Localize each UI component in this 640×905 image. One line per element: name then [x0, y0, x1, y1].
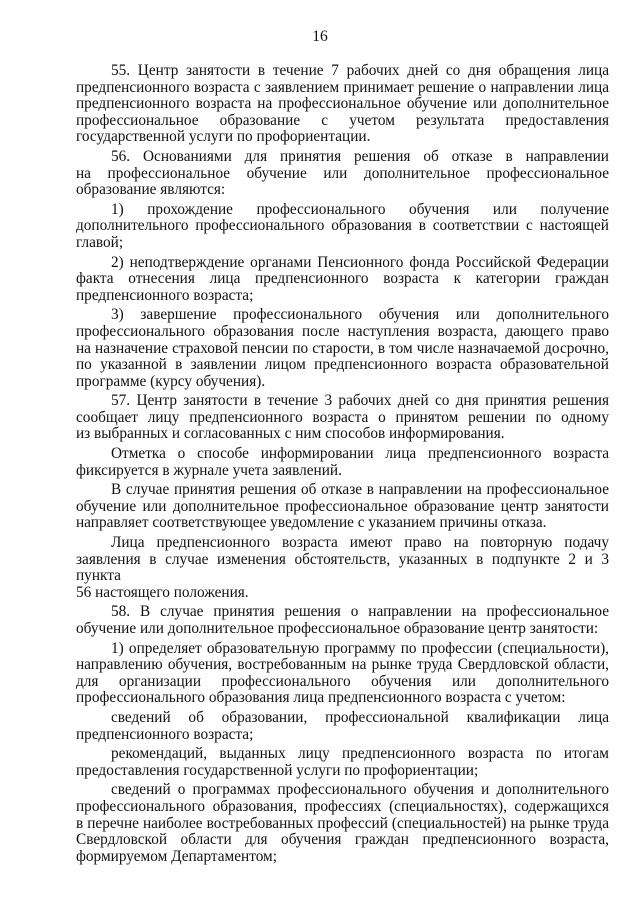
text-line: 3) завершение профессионального обучения или дополнительного: [111, 306, 609, 324]
page-number: 16: [312, 28, 328, 45]
text-line: 58. В случае принятия решения о направлении на профессиональное: [111, 603, 609, 621]
text-line: направлению обучения, востребованным на рынке труда Свердловской области,: [76, 656, 609, 674]
text-line: в перечне наиболее востребованных профессий (специальностей) на рынке труда: [76, 814, 609, 832]
text-line: дополнительного профессионального образования в соответствии с настоящей: [76, 217, 609, 235]
document-body: [76, 63, 609, 865]
text-line: государственной услуги по профориентации.: [76, 128, 371, 146]
text-line: сведений о программах профессионального обучения и дополнительного: [111, 781, 609, 799]
text-line: В случае принятия решения об отказе в направлении на профессиональное: [111, 481, 609, 499]
text-line: фиксируется в журнале учета заявлений.: [76, 461, 342, 479]
text-line: 56 настоящего положения.: [76, 583, 249, 601]
text-line: 1) прохождение профессионального обучения или получение: [111, 200, 609, 218]
text-line: предоставления государственной услуги по профориентации;: [76, 761, 479, 779]
text-line: 56. Основаниями для принятия решения об отказе в направлении: [111, 147, 609, 165]
text-line: по указанной в заявлении лицом предпенсионного возраста образовательной: [76, 356, 609, 374]
text-line: предпенсионного возраста на профессиональное обучение или дополнительное: [76, 95, 609, 113]
text-line: заявления в случае изменения обстоятельств, указанных в подпункте 2 и 3 пункта: [76, 550, 609, 585]
text-line: формируемом Департаментом;: [76, 847, 277, 865]
text-line: Лица предпенсионного возраста имеют право на повторную подачу: [111, 534, 609, 552]
text-line: программе (курсу обучения).: [76, 372, 266, 390]
text-line: образование являются:: [76, 181, 226, 199]
text-line: главой;: [76, 233, 124, 251]
text-line: 57. Центр занятости в течение 3 рабочих дней со дня принятия решения: [111, 392, 609, 410]
text-line: 1) определяет образовательную программу по профессии (специальности),: [111, 639, 609, 657]
text-line: на профессиональное обучение или дополнительное профессиональное: [76, 164, 609, 182]
text-line: профессионального образования после наступления возраста, дающего право: [76, 322, 609, 340]
text-line: обучение или дополнительное профессиональное образование центр занятости: [76, 497, 609, 515]
text-line: факта отнесения лица предпенсионного возраста к категории граждан: [76, 270, 609, 288]
text-line: предпенсионного возраста с заявлением принимает решение о направлении лица: [76, 78, 609, 96]
text-line: Отметка о способе информировании лица предпенсионного возраста: [111, 445, 609, 463]
text-line: из выбранных и согласованных с ним способов информирования.: [76, 425, 505, 443]
text-line: обучение или дополнительное профессиональное образование центр занятости:: [76, 620, 599, 637]
text-line: профессионального образования лица предпенсионного возраста с учетом:: [76, 689, 566, 707]
text-line: на назначение страховой пенсии по старости, в том числе назначаемой досрочно,: [76, 339, 609, 357]
text-line: профессионального образования, профессиях (специальностях), содержащихся: [76, 797, 609, 815]
text-line: сведений об образовании, профессиональной квалификации лица: [111, 708, 609, 726]
text-line: профессиональное образование с учетом результата предоставления: [76, 111, 609, 129]
text-line: предпенсионного возраста;: [76, 725, 254, 743]
text-line: 2) неподтверждение органами Пенсионного фонда Российской Федерации: [111, 253, 609, 271]
text-line: сообщает лицу предпенсионного возраста о принятом решении по одному: [76, 408, 609, 426]
text-line: направляет соответствующее уведомление с указанием причины отказа.: [76, 514, 547, 532]
text-line: предпенсионного возраста;: [76, 286, 254, 304]
text-line: для организации профессионального обучения или дополнительного: [76, 672, 609, 690]
text-line: Свердловской области для обучения граждан предпенсионного возраста,: [76, 831, 609, 849]
text-line: 55. Центр занятости в течение 7 рабочих дней со дня обращения лица: [111, 62, 609, 79]
text-line: рекомендаций, выданных лицу предпенсионного возраста по итогам: [111, 745, 609, 763]
